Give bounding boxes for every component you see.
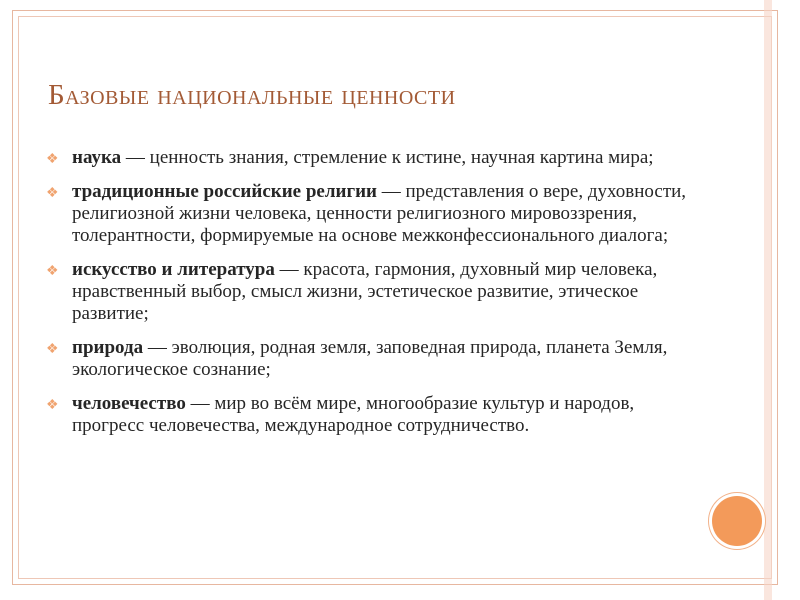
list-item bbox=[46, 259, 696, 325]
item-term: искусство и литература bbox=[72, 259, 275, 280]
list-item bbox=[46, 181, 696, 247]
item-text: — представления о вере, духовности, религиозной жизни человека, ценности религиозного мировоззрения, толерантности, формируемые на основе межконфессионального диалога; bbox=[72, 181, 687, 246]
list-item bbox=[46, 147, 696, 169]
item-text: — ценность знания, стремление к истине, научная картина мира; bbox=[121, 147, 654, 168]
item-text: — мир во всём мире, многообразие культур и народов, прогресс человечества, международное сотрудничество. bbox=[72, 393, 635, 436]
right-decor-stripe bbox=[764, 0, 772, 600]
item-term: традиционные российские религии bbox=[72, 181, 377, 202]
orange-circle-decoration bbox=[712, 496, 762, 546]
item-text: — красота, гармония, духовный мир человека, нравственный выбор, смысл жизни, эстетическое развитие, этическое развитие; bbox=[72, 259, 658, 324]
slide-title: Базовые национальные ценности bbox=[48, 79, 456, 111]
item-term: природа bbox=[72, 337, 144, 358]
item-text: — эволюция, родная земля, заповедная природа, планета Земля, экологическое сознание; bbox=[72, 337, 668, 380]
diamond-bullet-icon: ❖ bbox=[46, 152, 59, 167]
item-term: человечество bbox=[72, 393, 186, 414]
diamond-bullet-icon: ❖ bbox=[46, 398, 59, 413]
diamond-bullet-icon: ❖ bbox=[46, 342, 59, 357]
list-item bbox=[46, 337, 696, 381]
bullet-list bbox=[46, 147, 696, 449]
item-term: наука bbox=[72, 147, 122, 168]
list-item bbox=[46, 393, 696, 437]
diamond-bullet-icon: ❖ bbox=[46, 264, 59, 279]
diamond-bullet-icon: ❖ bbox=[46, 186, 59, 201]
